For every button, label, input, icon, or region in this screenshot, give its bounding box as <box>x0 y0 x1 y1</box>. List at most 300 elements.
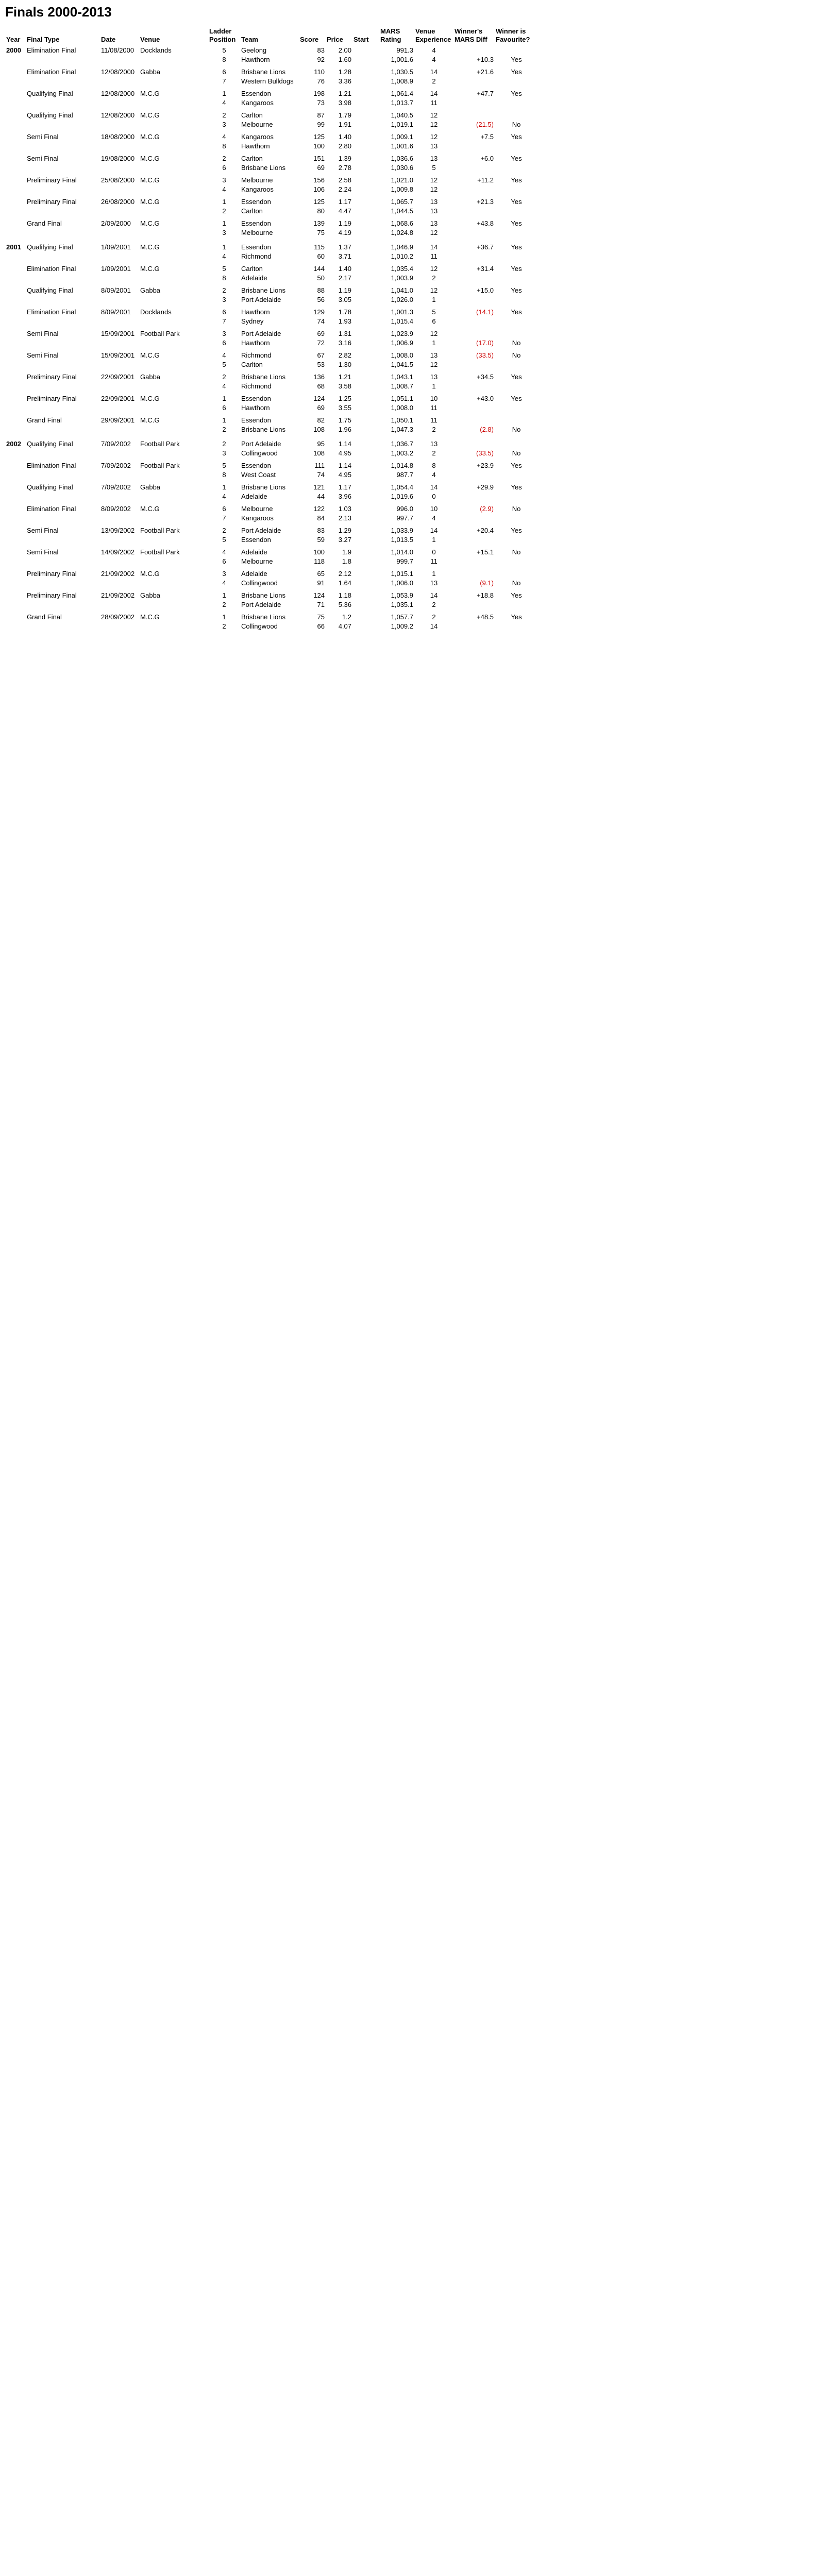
date-cell: 2/09/2000 <box>101 219 131 227</box>
final-type-cell-empty <box>26 425 100 434</box>
price-cell: 1.91 <box>338 121 351 128</box>
venue-cell-empty <box>139 470 208 480</box>
year-cell-empty <box>5 403 26 413</box>
venue-cell-empty <box>139 77 208 86</box>
filler-cell <box>538 504 824 514</box>
team-cell: Port Adelaide <box>241 440 281 448</box>
venue-experience-cell: 10 <box>430 395 438 402</box>
venue-experience-cell: 1 <box>432 296 436 303</box>
final-type-cell-empty <box>26 77 100 86</box>
filler-cell <box>538 591 824 600</box>
date-cell: 13/09/2002 <box>101 527 135 534</box>
winners-mars-diff-cell <box>453 46 495 55</box>
team-cell: Richmond <box>241 252 272 260</box>
team-cell: Essendon <box>241 395 271 402</box>
winner-is-favourite-cell <box>495 317 538 326</box>
final-type-cell: Elimination Final <box>27 265 76 273</box>
date-cell-empty <box>100 514 139 523</box>
year-cell-empty <box>5 514 26 523</box>
score-cell: 74 <box>317 471 325 479</box>
start-cell <box>352 591 379 600</box>
score-cell: 129 <box>313 308 325 316</box>
team-cell: Carlton <box>241 361 263 368</box>
price-cell: 1.21 <box>338 373 351 381</box>
filler-cell <box>538 526 824 535</box>
ladder-position-cell: 7 <box>222 317 226 325</box>
final-type-cell-empty <box>26 449 100 458</box>
winners-mars-diff-cell <box>453 274 495 283</box>
winners-mars-diff-cell: (21.5) <box>476 121 494 128</box>
year-cell-empty <box>5 416 26 425</box>
price-cell: 1.14 <box>338 440 351 448</box>
winners-mars-diff-cell: +20.4 <box>477 527 494 534</box>
venue-experience-cell: 14 <box>430 243 438 251</box>
ladder-position-cell: 2 <box>222 527 226 534</box>
date-cell-empty <box>100 120 139 129</box>
header-start: Start <box>354 36 369 43</box>
mars-rating-cell: 997.7 <box>396 514 413 522</box>
venue-experience-cell: 11 <box>430 99 438 107</box>
ladder-position-cell: 1 <box>222 243 226 251</box>
filler-cell <box>538 274 824 283</box>
venue-cell-empty <box>139 425 208 434</box>
table-row <box>5 449 824 458</box>
score-cell: 76 <box>317 77 325 85</box>
ladder-position-cell: 2 <box>222 373 226 381</box>
start-cell <box>352 98 379 108</box>
venue-experience-cell: 4 <box>432 471 436 479</box>
final-type-cell-empty <box>26 98 100 108</box>
date-cell: 22/09/2001 <box>101 395 135 402</box>
team-cell: Melbourne <box>241 505 273 513</box>
venue-experience-cell: 12 <box>430 330 438 337</box>
date-cell: 18/08/2000 <box>101 133 135 141</box>
team-cell: Kangaroos <box>241 133 274 141</box>
score-cell: 59 <box>317 536 325 544</box>
year-cell: 2000 <box>6 46 21 54</box>
venue-experience-cell: 2 <box>432 77 436 85</box>
venue-cell-empty <box>139 514 208 523</box>
final-type-cell: Semi Final <box>27 155 59 162</box>
year-cell-empty <box>5 264 26 274</box>
table-row <box>5 111 824 120</box>
mars-rating-cell: 987.7 <box>396 471 413 479</box>
winner-is-favourite-cell <box>495 403 538 413</box>
score-cell: 53 <box>317 361 325 368</box>
final-type-cell: Qualifying Final <box>27 440 73 448</box>
table-row <box>5 228 824 238</box>
venue-cell: Gabba <box>140 286 161 294</box>
table-row <box>5 46 824 55</box>
winner-is-favourite-cell: Yes <box>511 176 522 184</box>
winners-mars-diff-cell: +43.0 <box>477 395 494 402</box>
venue-experience-cell: 1 <box>432 570 436 578</box>
price-cell: 1.18 <box>338 591 351 599</box>
date-cell-empty <box>100 492 139 501</box>
mars-rating-cell: 1,014.8 <box>391 462 413 469</box>
price-cell: 1.39 <box>338 155 351 162</box>
team-cell: Geelong <box>241 46 267 54</box>
venue-cell: M.C.G <box>140 133 160 141</box>
filler-cell <box>538 46 824 55</box>
venue-experience-cell: 6 <box>432 317 436 325</box>
venue-cell-empty <box>139 338 208 348</box>
winner-is-favourite-cell: Yes <box>511 219 522 227</box>
year-cell-empty <box>5 132 26 142</box>
team-cell: Brisbane Lions <box>241 613 285 621</box>
header-winners-mars-diff: Winner's MARS Diff <box>455 27 487 43</box>
team-cell: Carlton <box>241 155 263 162</box>
table-row <box>5 351 824 360</box>
ladder-position-cell: 2 <box>222 440 226 448</box>
winners-mars-diff-cell <box>453 569 495 579</box>
winners-mars-diff-cell <box>453 382 495 391</box>
year-cell-empty <box>5 252 26 261</box>
price-cell: 2.12 <box>338 570 351 578</box>
mars-rating-cell: 1,008.0 <box>391 404 413 412</box>
price-cell: 4.47 <box>338 207 351 215</box>
winners-mars-diff-cell: (17.0) <box>476 339 494 347</box>
start-cell <box>352 372 379 382</box>
mars-rating-cell: 1,068.6 <box>391 219 413 227</box>
venue-cell: Gabba <box>140 373 161 381</box>
venue-cell: M.C.G <box>140 416 160 424</box>
start-cell <box>352 274 379 283</box>
filler-cell <box>538 449 824 458</box>
winner-is-favourite-cell <box>495 274 538 283</box>
filler-cell <box>538 535 824 545</box>
venue-experience-cell: 11 <box>430 252 438 260</box>
winners-mars-diff-cell: +7.5 <box>480 133 494 141</box>
price-cell: 1.17 <box>338 483 351 491</box>
year-cell-empty <box>5 351 26 360</box>
price-cell: 1.17 <box>338 198 351 206</box>
winner-is-favourite-cell: No <box>512 505 521 513</box>
start-cell <box>352 569 379 579</box>
team-cell: Adelaide <box>241 570 267 578</box>
venue-experience-cell: 12 <box>430 286 438 294</box>
mars-rating-cell: 1,006.0 <box>391 579 413 587</box>
filler-cell <box>538 219 824 228</box>
venue-experience-cell: 14 <box>430 527 438 534</box>
venue-cell: M.C.G <box>140 570 160 578</box>
filler-cell <box>538 613 824 622</box>
ladder-position-cell: 8 <box>222 142 226 150</box>
score-cell: 69 <box>317 404 325 412</box>
date-cell: 1/09/2001 <box>101 265 131 273</box>
team-cell: Collingwood <box>241 579 278 587</box>
mars-rating-cell: 1,009.1 <box>391 133 413 141</box>
score-cell: 151 <box>313 155 325 162</box>
price-cell: 3.27 <box>338 536 351 544</box>
winner-is-favourite-cell <box>495 514 538 523</box>
price-cell: 1.78 <box>338 308 351 316</box>
filler-cell <box>538 252 824 261</box>
final-type-cell-empty <box>26 228 100 238</box>
final-type-cell-empty <box>26 535 100 545</box>
winners-mars-diff-cell <box>453 470 495 480</box>
ladder-position-cell: 6 <box>222 505 226 513</box>
start-cell <box>352 579 379 588</box>
price-cell: 1.29 <box>338 527 351 534</box>
date-cell: 8/09/2001 <box>101 308 131 316</box>
winners-mars-diff-cell: (9.1) <box>480 579 494 587</box>
table-row <box>5 163 824 173</box>
winners-mars-diff-cell: +21.3 <box>477 198 494 206</box>
winner-is-favourite-cell: Yes <box>511 68 522 76</box>
venue-experience-cell: 2 <box>432 601 436 608</box>
table-row <box>5 600 824 609</box>
table-row <box>5 329 824 338</box>
venue-cell-empty <box>139 600 208 609</box>
team-cell: Hawthorn <box>241 56 270 63</box>
winner-is-favourite-cell <box>495 142 538 151</box>
price-cell: 3.05 <box>338 296 351 303</box>
mars-rating-cell: 1,047.3 <box>391 426 413 433</box>
score-cell: 121 <box>313 483 325 491</box>
page-title: Finals 2000-2013 <box>5 4 112 20</box>
winner-is-favourite-cell <box>495 77 538 86</box>
venue-experience-cell: 4 <box>432 514 436 522</box>
date-cell: 28/09/2002 <box>101 613 135 621</box>
date-cell: 15/09/2001 <box>101 330 135 337</box>
year-cell-empty <box>5 483 26 492</box>
start-cell <box>352 295 379 304</box>
team-cell: Adelaide <box>241 493 267 500</box>
team-cell: Collingwood <box>241 622 278 630</box>
ladder-position-cell: 8 <box>222 471 226 479</box>
winners-mars-diff-cell <box>453 111 495 120</box>
score-cell: 124 <box>313 395 325 402</box>
mars-rating-cell: 996.0 <box>396 505 413 513</box>
price-cell: 2.13 <box>338 514 351 522</box>
winners-mars-diff-cell <box>453 207 495 216</box>
venue-experience-cell: 13 <box>430 198 438 206</box>
filler-cell <box>538 176 824 185</box>
ladder-position-cell: 8 <box>222 56 226 63</box>
ladder-position-cell: 4 <box>222 133 226 141</box>
year-cell-empty <box>5 274 26 283</box>
winners-mars-diff-cell <box>453 557 495 566</box>
year-cell-empty <box>5 535 26 545</box>
mars-rating-cell: 1,024.8 <box>391 229 413 236</box>
date-cell-empty <box>100 449 139 458</box>
team-cell: Brisbane Lions <box>241 591 285 599</box>
page <box>0 0 824 635</box>
winners-mars-diff-cell <box>453 163 495 173</box>
mars-rating-cell: 1,040.5 <box>391 111 413 119</box>
mars-rating-cell: 1,035.1 <box>391 601 413 608</box>
price-cell: 3.55 <box>338 404 351 412</box>
table-row <box>5 360 824 369</box>
winner-is-favourite-cell: Yes <box>511 286 522 294</box>
venue-experience-cell: 13 <box>430 579 438 587</box>
table-row <box>5 264 824 274</box>
filler-cell <box>538 163 824 173</box>
mars-rating-cell: 1,036.6 <box>391 155 413 162</box>
price-cell: 2.17 <box>338 274 351 282</box>
year-cell-empty <box>5 219 26 228</box>
price-cell: 1.19 <box>338 219 351 227</box>
venue-experience-cell: 1 <box>432 536 436 544</box>
winner-is-favourite-cell: Yes <box>511 56 522 63</box>
date-cell: 1/09/2001 <box>101 243 131 251</box>
date-cell-empty <box>100 185 139 194</box>
winner-is-favourite-cell: Yes <box>511 265 522 273</box>
table-body <box>5 46 824 631</box>
team-cell: Adelaide <box>241 274 267 282</box>
team-cell: Adelaide <box>241 548 267 556</box>
table-row <box>5 154 824 163</box>
venue-cell-empty <box>139 317 208 326</box>
team-cell: Port Adelaide <box>241 527 281 534</box>
final-type-cell: Preliminary Final <box>27 373 77 381</box>
venue-cell: M.C.G <box>140 351 160 359</box>
venue-cell-empty <box>139 55 208 64</box>
team-cell: Brisbane Lions <box>241 426 285 433</box>
final-type-cell: Qualifying Final <box>27 111 73 119</box>
start-cell <box>352 425 379 434</box>
mars-rating-cell: 1,053.9 <box>391 591 413 599</box>
team-cell: Port Adelaide <box>241 296 281 303</box>
price-cell: 3.98 <box>338 99 351 107</box>
start-cell <box>352 308 379 317</box>
start-cell <box>352 535 379 545</box>
score-cell: 82 <box>317 416 325 424</box>
year-cell-empty <box>5 461 26 470</box>
date-cell-empty <box>100 252 139 261</box>
winners-mars-diff-cell <box>453 360 495 369</box>
final-type-cell: Elimination Final <box>27 462 76 469</box>
team-cell: Essendon <box>241 536 271 544</box>
price-cell: 1.75 <box>338 416 351 424</box>
winners-mars-diff-cell: (33.5) <box>476 449 494 457</box>
year-cell-empty <box>5 382 26 391</box>
venue-cell-empty <box>139 228 208 238</box>
score-cell: 99 <box>317 121 325 128</box>
date-cell-empty <box>100 360 139 369</box>
mars-rating-cell: 1,010.2 <box>391 252 413 260</box>
venue-cell-empty <box>139 252 208 261</box>
ladder-position-cell: 6 <box>222 557 226 565</box>
ladder-position-cell: 4 <box>222 99 226 107</box>
final-type-cell: Qualifying Final <box>27 483 73 491</box>
winners-mars-diff-cell: +6.0 <box>480 155 494 162</box>
mars-rating-cell: 1,021.0 <box>391 176 413 184</box>
mars-rating-cell: 1,001.6 <box>391 56 413 63</box>
date-cell-empty <box>100 382 139 391</box>
start-cell <box>352 264 379 274</box>
filler-cell <box>538 579 824 588</box>
date-cell-empty <box>100 622 139 631</box>
filler-cell <box>538 483 824 492</box>
date-cell: 12/08/2000 <box>101 90 135 97</box>
mars-rating-cell: 1,014.0 <box>391 548 413 556</box>
header-team: Team <box>241 36 258 43</box>
filler-cell <box>538 461 824 470</box>
venue-experience-cell: 12 <box>430 185 438 193</box>
ladder-position-cell: 5 <box>222 46 226 54</box>
mars-rating-cell: 1,015.4 <box>391 317 413 325</box>
winner-is-favourite-cell: No <box>512 426 521 433</box>
winners-mars-diff-cell <box>453 403 495 413</box>
venue-experience-cell: 11 <box>430 404 438 412</box>
start-cell <box>352 382 379 391</box>
winner-is-favourite-cell <box>495 600 538 609</box>
start-cell <box>352 142 379 151</box>
team-cell: Kangaroos <box>241 185 274 193</box>
date-cell-empty <box>100 317 139 326</box>
venue-experience-cell: 8 <box>432 462 436 469</box>
table-row <box>5 219 824 228</box>
table-row <box>5 403 824 413</box>
winners-mars-diff-cell: +29.9 <box>477 483 494 491</box>
ladder-position-cell: 1 <box>222 591 226 599</box>
score-cell: 66 <box>317 622 325 630</box>
start-cell <box>352 351 379 360</box>
start-cell <box>352 228 379 238</box>
final-type-cell-empty <box>26 470 100 480</box>
venue-cell-empty <box>139 449 208 458</box>
price-cell: 1.37 <box>338 243 351 251</box>
start-cell <box>352 449 379 458</box>
table-row <box>5 308 824 317</box>
score-cell: 65 <box>317 570 325 578</box>
venue-experience-cell: 0 <box>432 548 436 556</box>
score-cell: 136 <box>313 373 325 381</box>
start-cell <box>352 548 379 557</box>
filler-cell <box>538 243 824 252</box>
table-row <box>5 557 824 566</box>
year-cell-empty <box>5 207 26 216</box>
price-cell: 4.95 <box>338 449 351 457</box>
team-cell: Essendon <box>241 198 271 206</box>
team-cell: Essendon <box>241 90 271 97</box>
price-cell: 4.95 <box>338 471 351 479</box>
start-cell <box>352 154 379 163</box>
final-type-cell-empty <box>26 382 100 391</box>
filler-cell <box>538 317 824 326</box>
price-cell: 2.24 <box>338 185 351 193</box>
price-cell: 1.96 <box>338 426 351 433</box>
mars-rating-cell: 1,009.2 <box>391 622 413 630</box>
winner-is-favourite-cell: Yes <box>511 613 522 621</box>
venue-cell: Docklands <box>140 46 172 54</box>
year-cell-empty <box>5 308 26 317</box>
mars-rating-cell: 1,044.5 <box>391 207 413 215</box>
start-cell <box>352 176 379 185</box>
date-cell-empty <box>100 425 139 434</box>
winner-is-favourite-cell <box>495 470 538 480</box>
final-type-cell-empty <box>26 403 100 413</box>
winners-mars-diff-cell <box>453 98 495 108</box>
team-cell: Melbourne <box>241 557 273 565</box>
filler-cell <box>538 142 824 151</box>
table-row <box>5 295 824 304</box>
winner-is-favourite-cell: Yes <box>511 373 522 381</box>
ladder-position-cell: 1 <box>222 483 226 491</box>
venue-cell-empty <box>139 403 208 413</box>
price-cell: 2.80 <box>338 142 351 150</box>
score-cell: 198 <box>313 90 325 97</box>
final-type-cell: Elimination Final <box>27 505 76 513</box>
winner-is-favourite-cell <box>495 557 538 566</box>
year-cell-empty <box>5 142 26 151</box>
start-cell <box>352 526 379 535</box>
final-type-cell-empty <box>26 600 100 609</box>
filler-cell <box>538 185 824 194</box>
start-cell <box>352 243 379 252</box>
